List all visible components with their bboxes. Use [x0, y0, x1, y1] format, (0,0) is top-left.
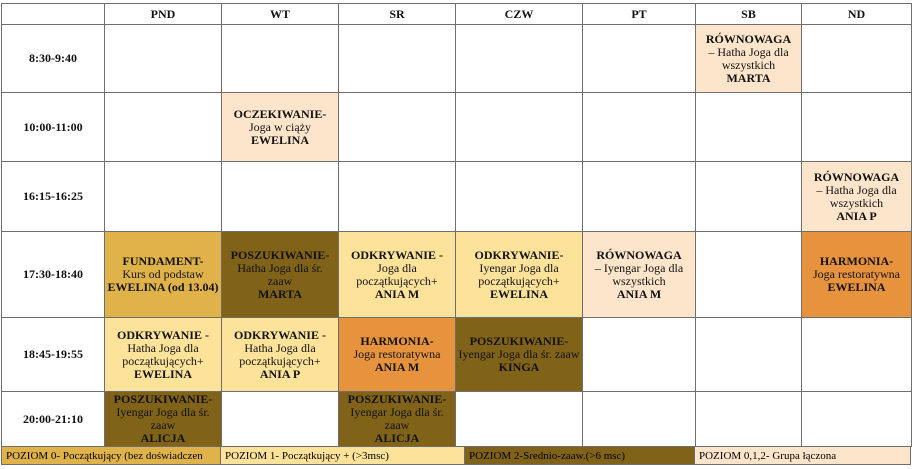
class-desc: Iyengar Joga dla śr. zaaw	[458, 347, 580, 361]
class-cell[interactable]	[105, 232, 222, 318]
class-title: RÓWNOWAGA	[596, 247, 682, 262]
class-desc: Joga restoratywna	[353, 347, 441, 361]
empty-cell	[583, 392, 696, 447]
class-teacher: EWELINA	[827, 280, 886, 294]
class-title: FUNDAMENT-	[122, 254, 204, 268]
empty-cell	[456, 162, 583, 232]
class-title: ODKRYWANIE-	[474, 247, 564, 262]
class-teacher: EWELINA (od 13.04)	[107, 280, 219, 294]
class-desc: Iyengar Joga dla śr. zaaw	[116, 405, 210, 432]
time-label: 8:30-9:40	[2, 25, 105, 93]
legend-level-1: POZIOM 1- Początkujący + (>3msc)	[221, 446, 465, 465]
time-label: 18:45-19:55	[2, 318, 105, 392]
class-teacher: ALICJA	[140, 431, 186, 445]
class-cell[interactable]	[222, 232, 339, 318]
legend-level-2: POZIOM 2-Srednio-zaaw.(>6 msc)	[465, 446, 695, 465]
class-title: RÓWNOWAGA	[705, 31, 792, 46]
class-desc: Hatha Joga dla śr. zaaw	[237, 260, 323, 288]
empty-cell	[222, 162, 339, 232]
class-cell[interactable]	[696, 25, 802, 93]
day-header: PND	[105, 4, 222, 25]
class-desc: Joga restoratywna	[813, 267, 900, 281]
day-header: CZW	[456, 4, 583, 25]
class-cell[interactable]	[583, 232, 696, 318]
corner-cell	[2, 4, 105, 25]
empty-cell	[456, 392, 583, 447]
class-desc: – Iyengar Joga dla wszystkich	[594, 260, 684, 288]
class-teacher: EWELINA	[489, 286, 548, 301]
empty-cell	[105, 25, 222, 93]
empty-cell	[105, 93, 222, 162]
empty-cell	[222, 392, 339, 447]
class-teacher: EWELINA	[133, 366, 192, 381]
class-title: ODKRYWANIE -	[351, 247, 443, 262]
class-title: ODKRYWANIE -	[234, 327, 326, 342]
day-header: ND	[802, 4, 912, 25]
class-title: OCZEKIWANIE-	[233, 106, 327, 121]
class-teacher: KINGA	[498, 360, 540, 374]
class-cell[interactable]	[456, 318, 583, 392]
class-teacher: ANIA M	[616, 286, 662, 301]
class-title: HARMONIA-	[819, 254, 894, 268]
class-desc: Iyengar Joga dla początkujących+	[478, 260, 560, 288]
legend-level-0: POZIOM 0- Początkujący (bez doświadczen	[1, 446, 221, 465]
time-row	[2, 93, 912, 162]
class-cell[interactable]	[105, 318, 222, 392]
time-label: 16:15-16:25	[2, 162, 105, 232]
class-desc: Hatha Joga dla początkujących+	[239, 340, 321, 368]
time-row	[2, 392, 912, 447]
class-title: HARMONIA-	[360, 334, 434, 348]
class-desc: Kurs od podstaw	[122, 267, 204, 281]
day-header: SB	[696, 4, 802, 25]
empty-cell	[583, 162, 696, 232]
time-row	[2, 162, 912, 232]
empty-cell	[583, 93, 696, 162]
header-row	[2, 4, 912, 25]
class-teacher: MARTA	[257, 286, 302, 301]
day-header: SR	[339, 4, 456, 25]
empty-cell	[802, 392, 912, 447]
empty-cell	[696, 318, 802, 392]
empty-cell	[802, 25, 912, 93]
legend-combined: POZIOM 0,1,2- Grupa łączona	[695, 446, 911, 465]
empty-cell	[696, 162, 802, 232]
empty-cell	[802, 93, 912, 162]
level-legend	[1, 446, 911, 465]
schedule-table	[1, 3, 912, 447]
class-cell[interactable]	[105, 392, 222, 447]
class-title: ODKRYWANIE -	[117, 327, 209, 342]
empty-cell	[696, 93, 802, 162]
class-teacher: MARTA	[726, 70, 771, 85]
class-desc: – Hatha Joga dla wszystkich	[816, 182, 897, 210]
empty-cell	[802, 318, 912, 392]
time-row	[2, 232, 912, 318]
class-cell[interactable]	[456, 232, 583, 318]
class-desc: Iyengar Joga dla śr. zaaw	[350, 405, 444, 432]
time-label: 10:00-11:00	[2, 93, 105, 162]
class-teacher: ANIA P	[836, 208, 877, 223]
class-title: POSZUKIWANIE-	[347, 392, 447, 406]
empty-cell	[696, 232, 802, 318]
class-title: POSZUKIWANIE-	[230, 247, 330, 262]
day-header: WT	[222, 4, 339, 25]
empty-cell	[222, 25, 339, 93]
class-teacher: ANIA P	[259, 366, 301, 381]
empty-cell	[339, 93, 456, 162]
class-desc: – Hatha Joga dla wszystkich	[708, 44, 789, 72]
empty-cell	[696, 392, 802, 447]
empty-cell	[583, 318, 696, 392]
class-cell[interactable]	[222, 93, 339, 162]
time-row	[2, 318, 912, 392]
empty-cell	[339, 162, 456, 232]
class-desc: Joga dla początkujących+	[356, 260, 438, 288]
class-title: POSZUKIWANIE-	[469, 334, 569, 348]
class-desc: Hatha Joga dla początkujących+	[122, 340, 204, 368]
empty-cell	[339, 25, 456, 93]
day-header: PT	[583, 4, 696, 25]
empty-cell	[456, 93, 583, 162]
time-label: 20:00-21:10	[2, 392, 105, 447]
class-title: POSZUKIWANIE-	[113, 392, 213, 406]
class-cell[interactable]	[222, 318, 339, 392]
class-cell[interactable]	[802, 232, 912, 318]
class-cell[interactable]	[339, 232, 456, 318]
class-desc: Joga w ciąży	[249, 119, 311, 134]
class-cell[interactable]	[339, 318, 456, 392]
class-teacher: ALICJA	[374, 431, 420, 445]
empty-cell	[456, 25, 583, 93]
class-teacher: ANIA M	[374, 360, 420, 374]
class-teacher: EWELINA	[250, 132, 309, 147]
class-cell[interactable]	[339, 392, 456, 447]
class-cell[interactable]	[802, 162, 912, 232]
time-label: 17:30-18:40	[2, 232, 105, 318]
time-row	[2, 25, 912, 93]
class-title: RÓWNOWAGA	[813, 169, 900, 184]
empty-cell	[105, 162, 222, 232]
empty-cell	[583, 25, 696, 93]
class-teacher: ANIA M	[374, 286, 420, 301]
